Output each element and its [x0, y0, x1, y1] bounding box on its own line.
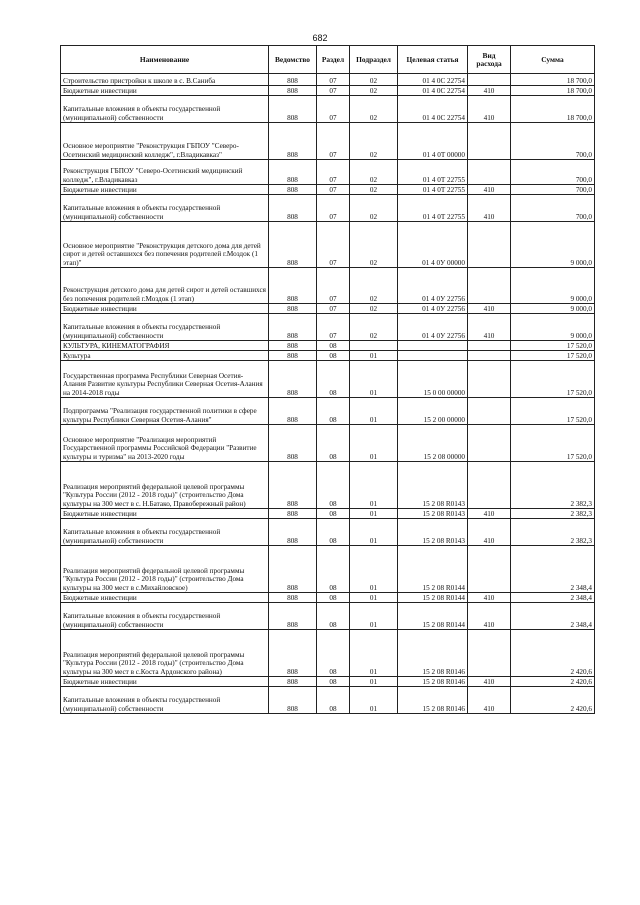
table-cell-amount: 2 420,6 — [511, 630, 595, 677]
table-row — [61, 593, 595, 603]
header-dept: Ведомство — [269, 46, 317, 74]
table-cell-target: 15 2 08 R0144 — [398, 603, 468, 630]
table-cell-target: 15 2 08 R0143 — [398, 509, 468, 519]
table-row — [61, 222, 595, 268]
table-cell-target: 15 2 08 R0144 — [398, 546, 468, 593]
table-cell-subsection: 01 — [350, 351, 398, 361]
table-cell-section: 08 — [317, 425, 350, 462]
table-cell-name: Капитальные вложения в объекты государственной (муниципальной) собственности — [61, 314, 269, 341]
table-cell-name: Реализация мероприятий федеральной целевой программы "Культура России (2012 - 2018 годы)" (строительство Дома культуры на 300 мест в с.Коста Ардонского района) — [61, 630, 269, 677]
table-cell-target: 01 4 0У 00000 — [398, 222, 468, 268]
table-row — [61, 314, 595, 341]
table-cell-amount: 17 520,0 — [511, 425, 595, 462]
table-row — [61, 74, 595, 86]
table-cell-section: 08 — [317, 593, 350, 603]
table-cell-name: Строительство пристройки к школе в с. В.Саниба — [61, 74, 269, 86]
table-cell-amount: 2 420,6 — [511, 687, 595, 714]
table-cell-target — [398, 351, 468, 361]
table-cell-section: 08 — [317, 677, 350, 687]
table-cell-amount: 9 000,0 — [511, 304, 595, 314]
table-cell-expense-type: 410 — [468, 304, 511, 314]
table-row — [61, 341, 595, 351]
table-cell-expense-type: 410 — [468, 593, 511, 603]
table-row — [61, 546, 595, 593]
table-row — [61, 630, 595, 677]
table-row — [61, 677, 595, 687]
table-cell-section: 07 — [317, 222, 350, 268]
table-cell-name: Реализация мероприятий федеральной целевой программы "Культура России (2012 - 2018 годы)" (строительство Дома культуры на 300 мест в с. Н.Батако, Правобережный район) — [61, 462, 269, 509]
table-row — [61, 603, 595, 630]
table-cell-section: 07 — [317, 314, 350, 341]
table-cell-section: 07 — [317, 74, 350, 86]
table-cell-expense-type — [468, 160, 511, 185]
table-cell-dept: 808 — [269, 509, 317, 519]
table-cell-name: Капитальные вложения в объекты государственной (муниципальной) собственности — [61, 687, 269, 714]
table-cell-amount: 2 348,4 — [511, 603, 595, 630]
table-cell-subsection: 01 — [350, 462, 398, 509]
table-cell-section: 07 — [317, 123, 350, 160]
table-cell-name: Основное мероприятие "Реализация мероприятий Государственной программы Российской Федерации "Развитие культуры и туризма" на 2013-2020 годы — [61, 425, 269, 462]
table-cell-amount: 17 520,0 — [511, 398, 595, 425]
table-row — [61, 86, 595, 96]
table-cell-target: 15 2 00 00000 — [398, 398, 468, 425]
table-cell-amount: 17 520,0 — [511, 341, 595, 351]
table-cell-section: 08 — [317, 398, 350, 425]
table-cell-name: Реконструкция ГБПОУ "Северо-Осетинский медицинский колледж", г.Владикавказ — [61, 160, 269, 185]
table-cell-subsection: 02 — [350, 314, 398, 341]
table-cell-target: 01 4 0У 22756 — [398, 268, 468, 304]
table-cell-dept: 808 — [269, 314, 317, 341]
table-cell-dept: 808 — [269, 630, 317, 677]
table-cell-subsection: 02 — [350, 160, 398, 185]
table-cell-amount: 700,0 — [511, 185, 595, 195]
table-row — [61, 304, 595, 314]
table-cell-section: 07 — [317, 304, 350, 314]
table-cell-dept: 808 — [269, 351, 317, 361]
table-cell-expense-type — [468, 268, 511, 304]
table-cell-expense-type — [468, 341, 511, 351]
header-target: Целевая статья — [398, 46, 468, 74]
table-row — [61, 123, 595, 160]
header-name: Наименование — [61, 46, 269, 74]
header-section: Раздел — [317, 46, 350, 74]
table-cell-dept: 808 — [269, 687, 317, 714]
table-cell-target: 15 2 08 00000 — [398, 425, 468, 462]
table-cell-name: Культура — [61, 351, 269, 361]
table-cell-name: Основное мероприятие "Реконструкция ГБПОУ "Северо-Осетинский медицинский колледж", г.Владикавказ" — [61, 123, 269, 160]
table-cell-subsection: 02 — [350, 86, 398, 96]
table-cell-name: Реализация мероприятий федеральной целевой программы "Культура России (2012 - 2018 годы)" (строительство Дома культуры на 300 мест в с.Михайловское) — [61, 546, 269, 593]
table-cell-expense-type — [468, 398, 511, 425]
table-cell-expense-type — [468, 630, 511, 677]
table-cell-amount: 18 700,0 — [511, 86, 595, 96]
table-cell-expense-type — [468, 361, 511, 398]
table-cell-expense-type — [468, 351, 511, 361]
budget-table — [60, 45, 595, 714]
table-cell-name: Капитальные вложения в объекты государственной (муниципальной) собственности — [61, 96, 269, 123]
table-cell-amount: 2 420,6 — [511, 677, 595, 687]
table-cell-amount: 9 000,0 — [511, 314, 595, 341]
table-cell-dept: 808 — [269, 185, 317, 195]
table-row — [61, 195, 595, 222]
table-cell-section: 08 — [317, 509, 350, 519]
table-cell-expense-type: 410 — [468, 677, 511, 687]
table-cell-expense-type: 410 — [468, 195, 511, 222]
table-cell-target: 01 4 0С 22754 — [398, 96, 468, 123]
table-row — [61, 351, 595, 361]
page-number: 682 — [312, 33, 328, 43]
table-cell-expense-type: 410 — [468, 519, 511, 546]
table-cell-section: 07 — [317, 160, 350, 185]
table-cell-name: КУЛЬТУРА, КИНЕМАТОГРАФИЯ — [61, 341, 269, 351]
table-cell-name: Бюджетные инвестиции — [61, 677, 269, 687]
table-cell-expense-type — [468, 425, 511, 462]
table-cell-subsection: 02 — [350, 195, 398, 222]
table-cell-subsection: 01 — [350, 425, 398, 462]
header-amount: Сумма — [511, 46, 595, 74]
table-cell-dept: 808 — [269, 677, 317, 687]
table-cell-subsection: 01 — [350, 603, 398, 630]
table-row — [61, 687, 595, 714]
table-cell-amount: 2 348,4 — [511, 593, 595, 603]
table-cell-dept: 808 — [269, 398, 317, 425]
table-cell-subsection: 02 — [350, 304, 398, 314]
table-cell-dept: 808 — [269, 304, 317, 314]
table-cell-amount: 18 700,0 — [511, 74, 595, 86]
table-cell-section: 08 — [317, 603, 350, 630]
table-cell-dept: 808 — [269, 268, 317, 304]
table-cell-dept: 808 — [269, 160, 317, 185]
table-cell-section: 08 — [317, 519, 350, 546]
table-cell-amount: 700,0 — [511, 123, 595, 160]
table-cell-target: 01 4 0С 22754 — [398, 86, 468, 96]
table-cell-subsection: 02 — [350, 96, 398, 123]
table-cell-expense-type — [468, 546, 511, 593]
table-cell-dept: 808 — [269, 462, 317, 509]
table-cell-name: Бюджетные инвестиции — [61, 593, 269, 603]
table-cell-target: 01 4 0С 22754 — [398, 74, 468, 86]
table-cell-section: 08 — [317, 361, 350, 398]
table-cell-dept: 808 — [269, 341, 317, 351]
table-cell-subsection: 02 — [350, 268, 398, 304]
table-cell-subsection: 01 — [350, 687, 398, 714]
table-cell-section: 08 — [317, 687, 350, 714]
table-cell-target: 15 2 08 R0146 — [398, 687, 468, 714]
table-cell-subsection: 01 — [350, 546, 398, 593]
table-cell-dept: 808 — [269, 222, 317, 268]
table-cell-amount: 18 700,0 — [511, 96, 595, 123]
table-cell-subsection: 02 — [350, 123, 398, 160]
table-cell-amount: 700,0 — [511, 160, 595, 185]
table-cell-target: 15 2 08 R0143 — [398, 519, 468, 546]
table-body — [61, 74, 595, 714]
table-header-row — [61, 46, 595, 74]
table-cell-amount: 17 520,0 — [511, 361, 595, 398]
table-cell-subsection: 02 — [350, 222, 398, 268]
table-cell-section: 07 — [317, 268, 350, 304]
table-cell-dept: 808 — [269, 195, 317, 222]
table-cell-subsection: 01 — [350, 630, 398, 677]
table-cell-target: 15 2 08 R0144 — [398, 593, 468, 603]
table-cell-target: 01 4 0Т 22755 — [398, 185, 468, 195]
table-cell-name: Капитальные вложения в объекты государственной (муниципальной) собственности — [61, 195, 269, 222]
table-cell-dept: 808 — [269, 123, 317, 160]
table-cell-dept: 808 — [269, 361, 317, 398]
table-cell-subsection: 01 — [350, 677, 398, 687]
table-cell-name: Бюджетные инвестиции — [61, 86, 269, 96]
table-cell-expense-type: 410 — [468, 96, 511, 123]
table-cell-amount: 17 520,0 — [511, 351, 595, 361]
table-cell-section: 08 — [317, 546, 350, 593]
table-cell-expense-type: 410 — [468, 509, 511, 519]
table-cell-expense-type: 410 — [468, 185, 511, 195]
table-row — [61, 519, 595, 546]
table-cell-target: 01 4 0Т 22755 — [398, 160, 468, 185]
table-cell-section: 07 — [317, 96, 350, 123]
table-cell-expense-type: 410 — [468, 687, 511, 714]
table-cell-amount: 2 382,3 — [511, 509, 595, 519]
table-cell-name: Капитальные вложения в объекты государственной (муниципальной) собственности — [61, 519, 269, 546]
table-cell-target: 15 0 00 00000 — [398, 361, 468, 398]
table-cell-section: 08 — [317, 341, 350, 351]
table-cell-amount: 9 000,0 — [511, 222, 595, 268]
table-cell-section: 08 — [317, 630, 350, 677]
table-row — [61, 96, 595, 123]
table-row — [61, 185, 595, 195]
table-cell-expense-type: 410 — [468, 314, 511, 341]
table-cell-section: 08 — [317, 351, 350, 361]
table-row — [61, 425, 595, 462]
table-cell-name: Капитальные вложения в объекты государственной (муниципальной) собственности — [61, 603, 269, 630]
table-cell-subsection: 02 — [350, 74, 398, 86]
table-cell-amount: 2 382,3 — [511, 519, 595, 546]
table-cell-dept: 808 — [269, 86, 317, 96]
table-cell-amount: 9 000,0 — [511, 268, 595, 304]
table-cell-target: 15 2 08 R0146 — [398, 677, 468, 687]
table-cell-target: 15 2 08 R0143 — [398, 462, 468, 509]
table-cell-target: 01 4 0Т 22755 — [398, 195, 468, 222]
table-cell-expense-type — [468, 462, 511, 509]
table-cell-subsection: 01 — [350, 361, 398, 398]
table-cell-target: 01 4 0Т 00000 — [398, 123, 468, 160]
table-cell-name: Бюджетные инвестиции — [61, 185, 269, 195]
table-cell-section: 07 — [317, 195, 350, 222]
table-cell-dept: 808 — [269, 74, 317, 86]
table-cell-name: Основное мероприятие "Реконструкция детского дома для детей сирот и детей оставшихся без попечения родителей г.Моздок (1 этап)" — [61, 222, 269, 268]
table-cell-dept: 808 — [269, 425, 317, 462]
table-cell-expense-type — [468, 222, 511, 268]
header-expense-type: Вид расхода — [468, 46, 511, 74]
table-cell-dept: 808 — [269, 96, 317, 123]
table-cell-name: Бюджетные инвестиции — [61, 304, 269, 314]
header-subsection: Подраздел — [350, 46, 398, 74]
table-cell-expense-type — [468, 74, 511, 86]
table-cell-subsection — [350, 341, 398, 351]
table-cell-subsection: 01 — [350, 398, 398, 425]
table-row — [61, 509, 595, 519]
table-cell-dept: 808 — [269, 519, 317, 546]
table-cell-expense-type: 410 — [468, 603, 511, 630]
table-cell-dept: 808 — [269, 593, 317, 603]
table-cell-name: Государственная программа Республики Северная Осетия-Алания Развитие культуры Республики Северная Осетия-Алания на 2014-2018 годы — [61, 361, 269, 398]
table-row — [61, 462, 595, 509]
table-cell-section: 08 — [317, 462, 350, 509]
table-cell-amount: 2 348,4 — [511, 546, 595, 593]
table-cell-name: Реконструкция детского дома для детей сирот и детей оставшихся без попечения родителей г.Моздок (1 этап) — [61, 268, 269, 304]
table-cell-subsection: 02 — [350, 185, 398, 195]
table-cell-target: 01 4 0У 22756 — [398, 314, 468, 341]
table-cell-expense-type — [468, 123, 511, 160]
table-cell-subsection: 01 — [350, 593, 398, 603]
table-cell-name: Подпрограмма "Реализация государственной политики в сфере культуры Республики Северная Осетия-Алания" — [61, 398, 269, 425]
table-cell-target: 15 2 08 R0146 — [398, 630, 468, 677]
table-cell-target — [398, 341, 468, 351]
table-cell-amount: 2 382,3 — [511, 462, 595, 509]
table-cell-expense-type: 410 — [468, 86, 511, 96]
table-row — [61, 160, 595, 185]
table-cell-dept: 808 — [269, 603, 317, 630]
table-cell-section: 07 — [317, 86, 350, 96]
table-cell-dept: 808 — [269, 546, 317, 593]
table-cell-subsection: 01 — [350, 509, 398, 519]
table-cell-name: Бюджетные инвестиции — [61, 509, 269, 519]
table-row — [61, 361, 595, 398]
table-cell-subsection: 01 — [350, 519, 398, 546]
table-cell-section: 07 — [317, 185, 350, 195]
table-row — [61, 398, 595, 425]
table-cell-target: 01 4 0У 22756 — [398, 304, 468, 314]
table-row — [61, 268, 595, 304]
table-cell-amount: 700,0 — [511, 195, 595, 222]
